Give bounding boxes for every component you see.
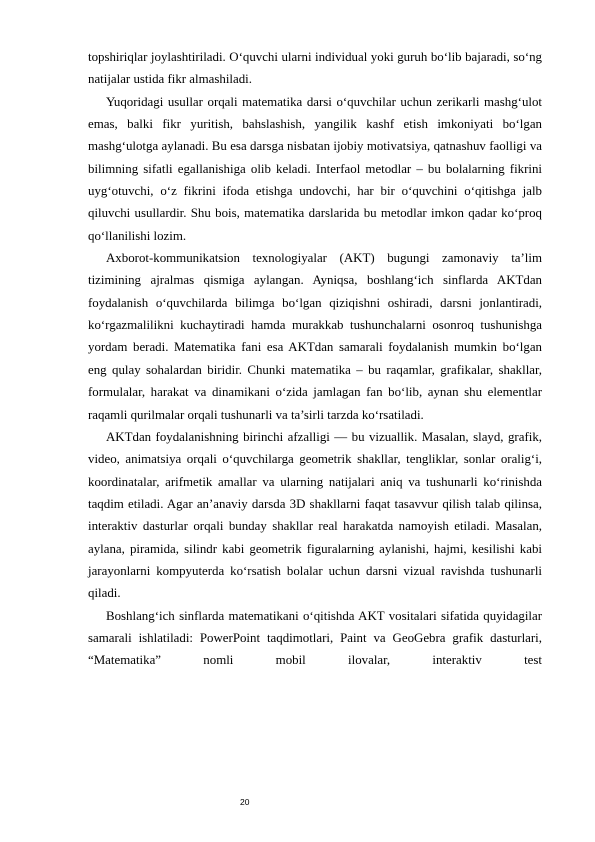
page-number: 20 <box>240 797 250 807</box>
paragraph-continuation: topshiriqlar joylashtiriladi. O‘quvchi ularni individual yoki guruh bo‘lib bajaradi, so‘ng natijalar ustida fikr almashiladi. <box>88 50 542 87</box>
paragraph-ict-visuality: AKTdan foydalanishning birinchi afzalligi — bu vizuallik. Masalan, slayd, grafik, video, animatsiya orqali o‘quvchilarga geometrik shakllar, tengliklar, sonlar oralig‘i, koordinatalar, arifmetik amallar va ularning natijalari aniq va tushunarli ko‘rinishda taqdim etiladi. Agar an’anaviy darsda 3D shakllarni faqat tasavvur qilish talab qilinsa, interaktiv dasturlar orqali bunday shakllar real harakatda namoyish etiladi. Masalan, aylana, piramida, silindr kabi geometrik figuralarning aylanishi, hajmi, kesilishi kabi jarayonlarni kompyuterda ko‘rsatish bolalar uchun darsni vizual ravishda tushunarli qiladi. <box>88 429 542 601</box>
paragraph-interactive-methods: Yuqoridagi usullar orqali matematika darsi o‘quvchilar uchun zerikarli mashg‘ulot emas, balki fikr yuritish, bahslashish, yangilik kashf etish imkoniyati bo‘lgan mashg‘ulotga aylanadi. Bu esa darsga nisbatan ijobiy motivatsiya, qatnashuv faolligi va bilimning sifatli egallanishiga olib keladi. Interfaol metodlar – bu bolalarning fikrini uyg‘otuvchi, o‘z fikrini ifoda etishga undovchi, har bir o‘quvchini o‘qitishga jalb qiluvchi usullardir. Shu bois, matematika darslarida bu metodlar imkon qadar ko‘proq qo‘llanilishi lozim. <box>88 94 542 243</box>
body-text <box>88 46 542 672</box>
paragraph-ict-intro: Axborot-kommunikatsion texnologiyalar (AKT) bugungi zamonaviy ta’lim tizimining ajralmas qismiga aylangan. Ayniqsa, boshlang‘ich sinflarda AKTdan foydalanish o‘quvchilarda bilimga bo‘lgan qiziqishni oshiradi, darsni jonlantiradi, ko‘rgazmalilikni kuchaytiradi hamda murakkab tushunchalarni osonroq tushunishga yordam beradi. Matematika fani esa AKTdan samarali foydalanish mumkin bo‘lgan eng qulay sohalardan biridir. Chunki matematika – bu raqamlar, grafikalar, shakllar, formulalar, harakat va dinamikani o‘zida jamlagan fan bo‘lib, aynan shu elementlar raqamli qurilmalar orqali tushunarli va ta’sirli tarzda ko‘rsatiladi. <box>88 251 542 422</box>
paragraph-ict-tools: Boshlang‘ich sinflarda matematikani o‘qitishda AKT vositalari sifatida quyidagilar samarali ishlatiladi: PowerPoint taqdimotlari, Paint va GeoGebra grafik dasturlari, “Matematika” nomli mobil ilovalar, interaktiv test <box>88 608 542 668</box>
